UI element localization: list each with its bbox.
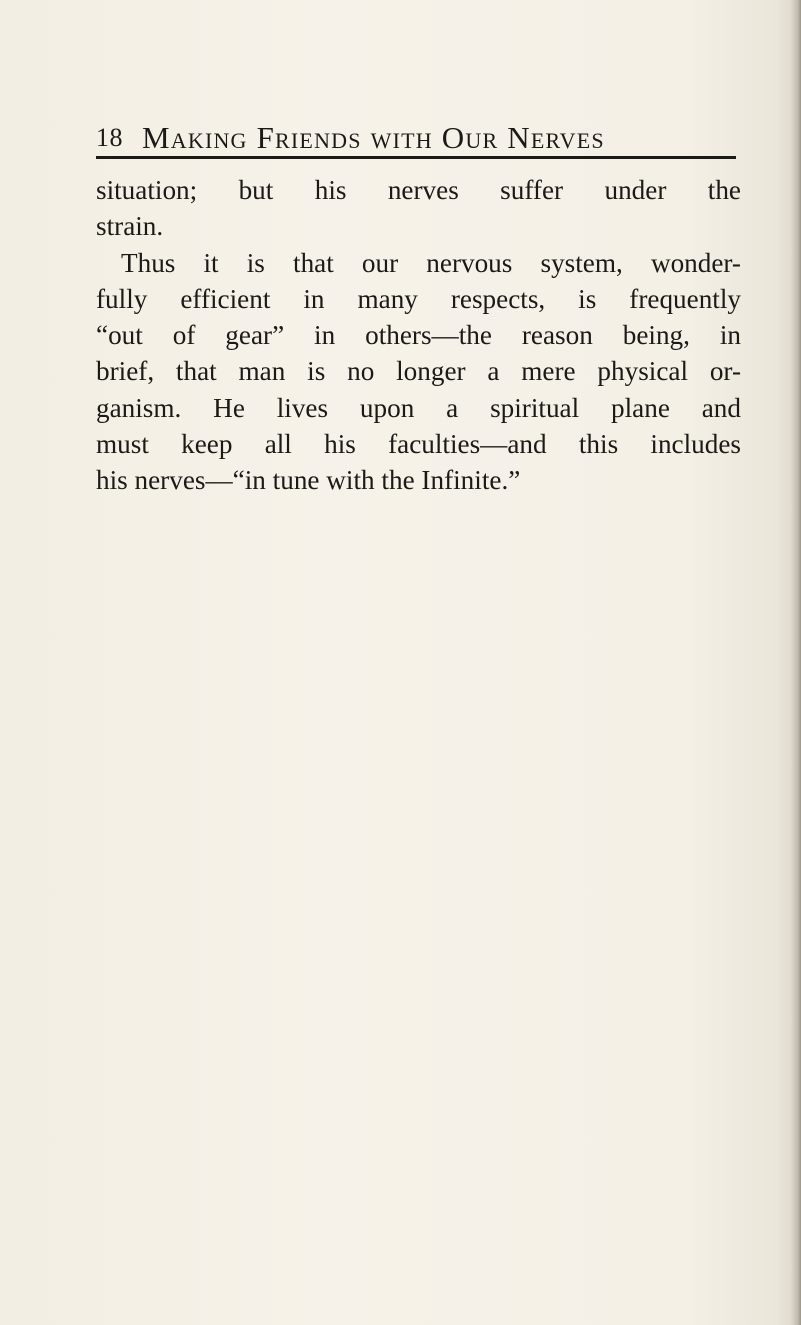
text-line: strain. <box>96 211 164 242</box>
text-line: Thus it is that our nervous system, wonder- <box>121 247 741 278</box>
page-edge-shadow <box>791 0 801 1325</box>
page-number: 18 <box>96 123 123 152</box>
running-head <box>96 118 736 158</box>
running-title: Making Friends with Our Nerves <box>142 120 605 155</box>
text-line: brief, that man is no longer a mere physical or- <box>96 356 741 387</box>
body-text <box>96 172 741 499</box>
text-line: his nerves—“in tune with the Infinite.” <box>96 465 521 496</box>
text-line: ganism. He lives upon a spiritual plane and <box>96 392 741 423</box>
text-line: “out of gear” in others—the reason being, in <box>96 320 741 351</box>
text-line: fully efficient in many respects, is frequently <box>96 283 741 314</box>
header-rule <box>96 156 736 159</box>
text-line: must keep all his faculties—and this includes <box>96 429 741 460</box>
text-line: situation; but his nerves suffer under the <box>96 175 741 205</box>
